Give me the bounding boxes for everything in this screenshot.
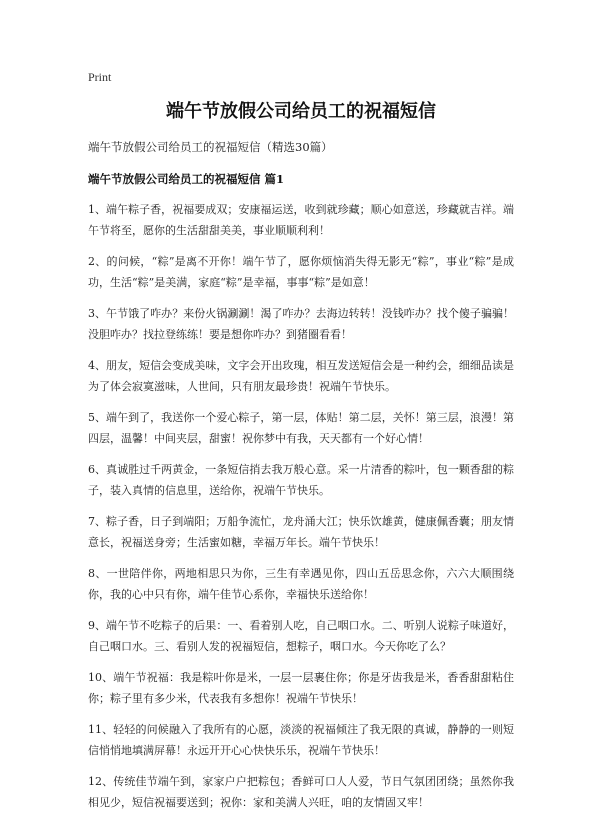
message-item: 6、真诚胜过千两黄金，一条短信捎去我万般心意。采一片清香的粽叶，包一颗香甜的粽子，装入真情的信息里，送给你，祝端午节快乐。 [88, 463, 514, 497]
message-item: 11、轻轻的问候融入了我所有的心愿，淡淡的祝福倾注了我无限的真诚，静静的一则短信悄悄地填满屏幕！永远开开心心快快乐乐，祝端午节快乐！ [88, 723, 514, 757]
message-item: 2、的问候，“粽”是离不开你！端午节了，愿你烦恼消失得无影无“粽”，事业“粽”是成功，生活“粽”是美满，家庭“粽”是幸福，事事“粽”是如意！ [88, 255, 514, 289]
message-item: 12、传统佳节端午到，家家户户把粽包；香鲜可口人人爱，节日气氛团团绕；虽然你我相见少，短信祝福要送到；祝你：家和美满人兴旺，咱的友情固又牢！ [88, 775, 514, 809]
message-item: 5、端午到了，我送你一个爱心粽子，第一层，体贴！第二层，关怀！第三层，浪漫！第四层，温馨！中间夹层，甜蜜！祝你梦中有我，天天都有一个好心情！ [88, 411, 514, 445]
page-title: 端午节放假公司给员工的祝福短信 [166, 101, 436, 122]
message-item: 3、午节饿了咋办？来份火锅涮涮！渴了咋办？去海边转转！没钱咋办？找个傻子骗骗！没胆咋办？找拉登练练！要是想你咋办？到猪圈看看！ [88, 307, 514, 341]
message-item: 9、端午节不吃粽子的后果：一、看着别人吃，自己咽口水。二、听别人说粽子味道好，自己咽口水。三、看别人发的祝福短信，想粽子，咽口水。今天你吃了么？ [88, 619, 514, 653]
message-item: 7、粽子香，日子到端阳；万船争流忙，龙舟涌大江；快乐饮雄黄，健康佩香囊；朋友情意长，祝福送身旁；生活蜜如糖，幸福万年长。端午节快乐！ [88, 515, 514, 549]
message-item: 8、一世陪伴你，两地相思只为你，三生有幸遇见你，四山五岳思念你，六六大顺围绕你，我的心中只有你，端午佳节心系你，幸福快乐送给你！ [88, 567, 514, 601]
page-subtitle: 端午节放假公司给员工的祝福短信（精选30篇） [88, 140, 333, 154]
section-heading: 端午节放假公司给员工的祝福短信 篇1 [88, 172, 285, 186]
message-item: 10、端午节祝福：我是粽叶你是米，一层一层裹住你；你是牙齿我是米，香香甜甜粘住你；粽子里有多少米，代表我有多想你！祝端午节快乐！ [88, 671, 514, 705]
message-item: 1、端午粽子香，祝福要成双；安康福运送，收到就珍藏；顺心如意送，珍藏就吉祥。端午节将至，愿你的生活甜甜美美，事业顺顺利利！ [88, 203, 514, 237]
message-item: 4、朋友，短信会变成美味，文字会开出玫瑰，相互发送短信会是一种约会，细细品读是为了体会寂寞滋味，人世间，只有朋友最珍贵！祝端午节快乐。 [88, 359, 514, 393]
print-link[interactable]: Print [88, 70, 112, 84]
